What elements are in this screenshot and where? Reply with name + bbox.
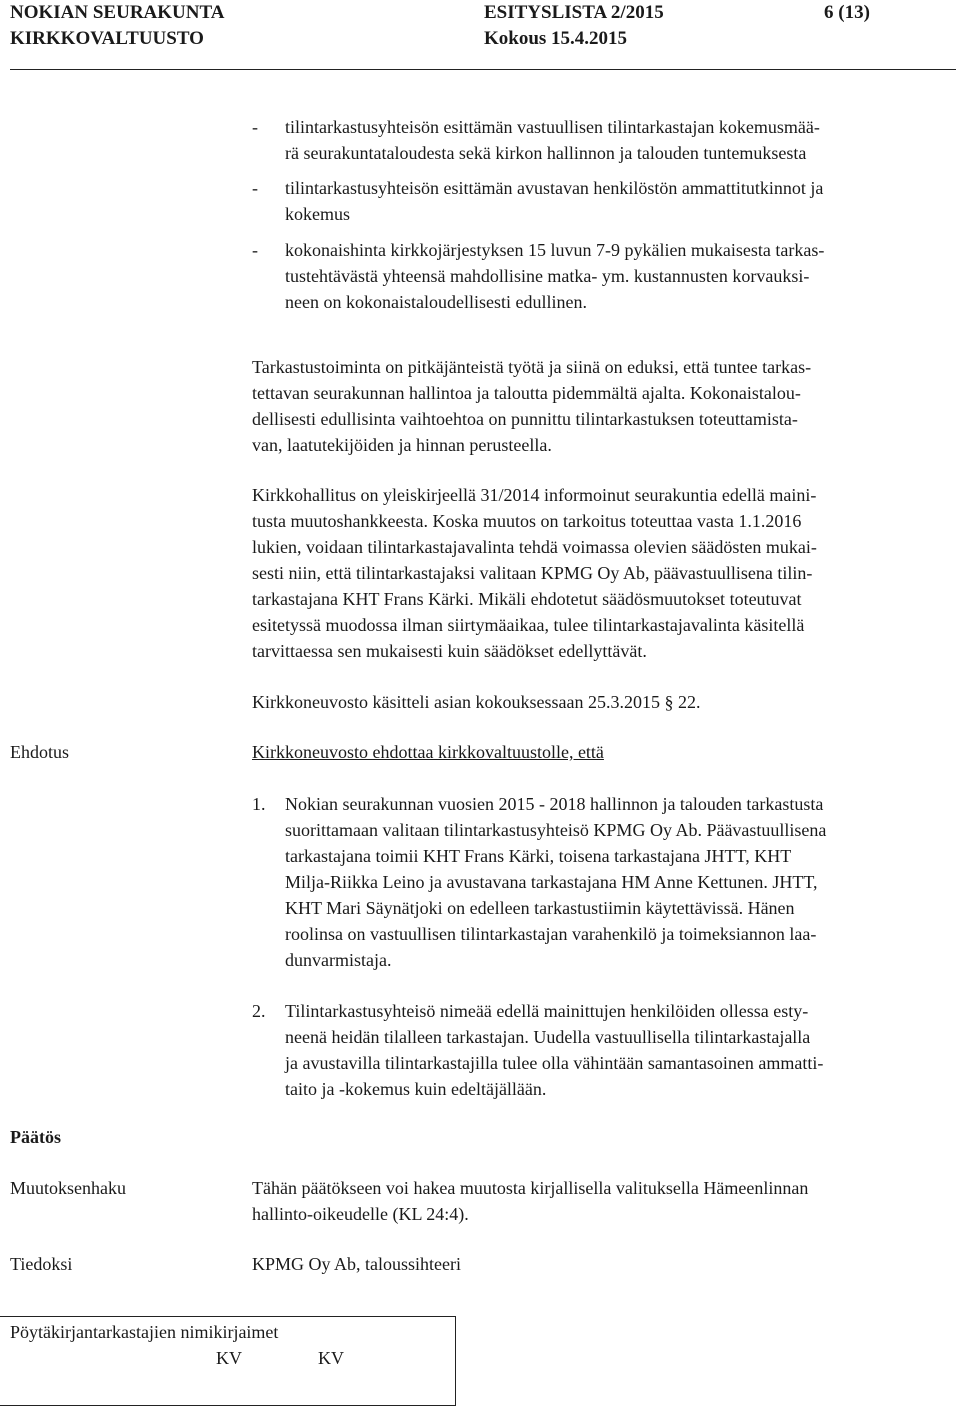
proposal-intro: Kirkkoneuvosto ehdottaa kirkkovaltuustolle, että bbox=[252, 742, 604, 762]
proposal-item-line: dunvarmistaja. bbox=[285, 950, 392, 970]
header-page-number: 6 (13) bbox=[824, 2, 870, 23]
bullet-line: rä seurakuntataloudesta sekä kirkon hallinnon ja talouden tuntemuksesta bbox=[285, 143, 807, 163]
header-org: NOKIAN SEURAKUNTA bbox=[10, 2, 225, 23]
bullet-dash: - bbox=[252, 117, 258, 137]
decision-label: Päätös bbox=[10, 1127, 61, 1147]
proposal-item-number: 1. bbox=[252, 794, 266, 814]
paragraph-line: esitetyssä muodossa ilman siirtymäaikaa, tulee tilintarkastajavalinta käsitellä bbox=[252, 615, 805, 635]
proposal-item-line: Nokian seurakunnan vuosien 2015 - 2018 hallinnon ja talouden tarkastusta bbox=[285, 794, 824, 814]
bullet-line: tustehtävästä yhteensä mahdollisine matka- ym. kustannusten korvauksi- bbox=[285, 266, 810, 286]
paragraph-line: Kirkkohallitus on yleiskirjeellä 31/2014 informoinut seurakuntia edellä maini- bbox=[252, 485, 817, 505]
appeal-label: Muutoksenhaku bbox=[10, 1178, 126, 1198]
paragraph-line: sesti niin, että tilintarkastajaksi valitaan KPMG Oy Ab, päävastuullisena tilin- bbox=[252, 563, 813, 583]
proposal-item-line: suorittamaan valitaan tilintarkastusyhteisö KPMG Oy Ab. Päävastuullisena bbox=[285, 820, 827, 840]
bullet-line: tilintarkastusyhteisön esittämän avustavan henkilöstön ammattitutkinnot ja bbox=[285, 178, 824, 198]
paragraph-line: Tarkastustoiminta on pitkäjänteistä työtä ja siinä on eduksi, että tuntee tarkas- bbox=[252, 357, 812, 377]
notices-text: KPMG Oy Ab, taloussihteeri bbox=[252, 1254, 461, 1274]
paragraph-line: tettavan seurakunnan hallintoa ja taloutta pidemmältä ajalta. Kokonaistalou- bbox=[252, 383, 801, 403]
paragraph-line: tarkastajana KHT Frans Kärki. Mikäli ehdotetut säädösmuutokset toteutuvat bbox=[252, 589, 802, 609]
proposal-item-line: neenä heidän tilalleen tarkastajan. Uudella vastuullisella tilintarkastajalla bbox=[285, 1027, 811, 1047]
bullet-line: tilintarkastusyhteisön esittämän vastuullisen tilintarkastajan kokemusmää- bbox=[285, 117, 820, 137]
proposal-item-line: Tilintarkastusyhteisö nimeää edellä mainittujen henkilöiden ollessa esty- bbox=[285, 1001, 809, 1021]
paragraph-line: lukien, voidaan tilintarkastajavalinta tehdä voimassa olevien säädösten mukai- bbox=[252, 537, 817, 557]
proposal-item-line: taito ja -kokemus kuin edeltäjällään. bbox=[285, 1079, 547, 1099]
notices-label: Tiedoksi bbox=[10, 1254, 73, 1274]
paragraph-line: tarvittaessa sen mukaisesti kuin säädökset edellyttävät. bbox=[252, 641, 647, 661]
bullet-line: kokonaishinta kirkkojärjestyksen 15 luvun 7-9 pykälien mukaisesta tarkas- bbox=[285, 240, 825, 260]
proposal-item-line: KHT Mari Säynätjoki on edelleen tarkastustiimin käytettävissä. Hänen bbox=[285, 898, 795, 918]
proposal-item-number: 2. bbox=[252, 1001, 266, 1021]
bullet-line: kokemus bbox=[285, 204, 350, 224]
appeal-line: hallinto-oikeudelle (KL 24:4). bbox=[252, 1204, 469, 1224]
signature-initials-1: KV bbox=[216, 1348, 242, 1368]
proposal-item-line: Milja-Riikka Leino ja avustavana tarkastajana HM Anne Kettunen. JHTT, bbox=[285, 872, 818, 892]
paragraph-line: dellisesti edullisinta vaihtoehtoa on punnittu tilintarkastuksen toteuttamista- bbox=[252, 409, 798, 429]
signature-box bbox=[0, 1316, 456, 1406]
header-body: KIRKKOVALTUUSTO bbox=[10, 28, 204, 49]
header-doc-title: ESITYSLISTA 2/2015 bbox=[484, 2, 664, 23]
bullet-dash: - bbox=[252, 240, 258, 260]
paragraph-line: tusta muutoshankkeesta. Koska muutos on tarkoitus toteuttaa vasta 1.1.2016 bbox=[252, 511, 802, 531]
bullet-dash: - bbox=[252, 178, 258, 198]
bullet-line: neen on kokonaistaloudellisesti edullinen. bbox=[285, 292, 587, 312]
signature-label: Pöytäkirjantarkastajien nimikirjaimet bbox=[10, 1322, 279, 1342]
proposal-label: Ehdotus bbox=[10, 742, 70, 762]
proposal-item-line: tarkastajana toimii KHT Frans Kärki, toisena tarkastajana JHTT, KHT bbox=[285, 846, 792, 866]
proposal-item-line: ja avustavilla tilintarkastajilla tulee olla vähintään samantasoinen ammatti- bbox=[285, 1053, 824, 1073]
signature-initials-2: KV bbox=[318, 1348, 344, 1368]
appeal-line: Tähän päätökseen voi hakea muutosta kirjallisella valituksella Hämeenlinnan bbox=[252, 1178, 809, 1198]
header-divider bbox=[10, 69, 956, 70]
header-meeting-date: Kokous 15.4.2015 bbox=[484, 28, 628, 49]
proposal-item-line: roolinsa on vastuullisen tilintarkastajan varahenkilö ja toimeksiannon laa- bbox=[285, 924, 817, 944]
paragraph-line: van, laatutekijöiden ja hinnan perusteella. bbox=[252, 435, 552, 455]
paragraph-council-handled: Kirkkoneuvosto käsitteli asian kokouksessaan 25.3.2015 § 22. bbox=[252, 692, 701, 712]
